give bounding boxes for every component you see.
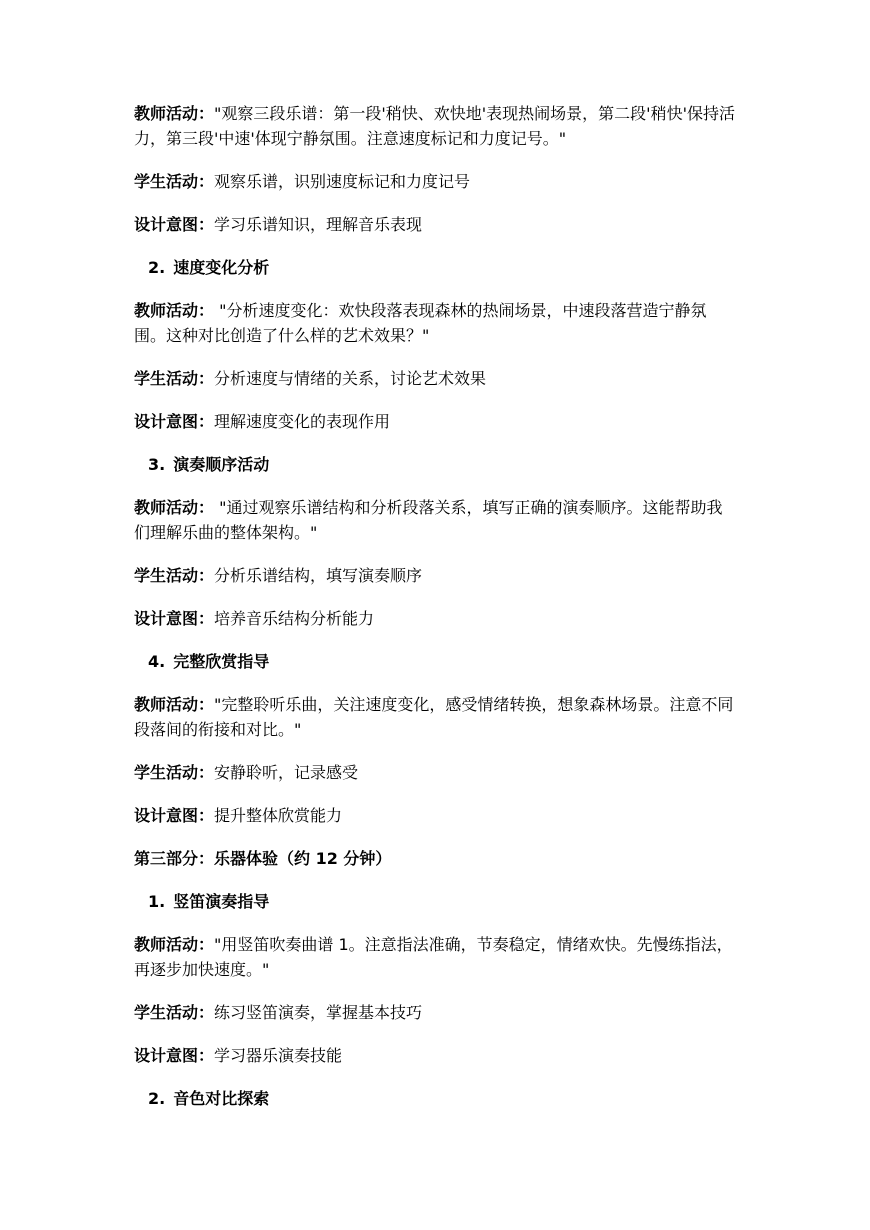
paragraph-text: 学习器乐演奏技能 bbox=[214, 1046, 343, 1065]
paragraph-label: 学生活动： bbox=[134, 566, 215, 585]
numbered-heading bbox=[148, 255, 736, 280]
paragraph-label: 学生活动： bbox=[134, 763, 215, 782]
paragraph-label: 教师活动： bbox=[134, 935, 215, 954]
numbered-heading bbox=[148, 1086, 736, 1111]
teacher-activity-paragraph bbox=[134, 495, 736, 545]
design-intent-paragraph bbox=[134, 803, 736, 828]
heading-text: 速度变化分析 bbox=[173, 258, 270, 277]
paragraph-text: 分析乐谱结构，填写演奏顺序 bbox=[214, 566, 423, 585]
paragraph-label: 设计意图： bbox=[134, 1046, 215, 1065]
paragraph-label: 教师活动： bbox=[134, 695, 215, 714]
numbered-heading bbox=[148, 649, 736, 674]
paragraph-text: 安静聆听，记录感受 bbox=[214, 763, 359, 782]
numbered-heading bbox=[148, 452, 736, 477]
heading-text: 音色对比探索 bbox=[173, 1089, 270, 1108]
heading-number: 3. bbox=[148, 455, 166, 474]
paragraph-text: 提升整体欣赏能力 bbox=[214, 806, 343, 825]
paragraph-label: 学生活动： bbox=[134, 172, 215, 191]
paragraph-label: 学生活动： bbox=[134, 369, 215, 388]
paragraph-text: 理解速度变化的表现作用 bbox=[214, 412, 391, 431]
design-intent-paragraph bbox=[134, 1043, 736, 1068]
paragraph-label: 设计意图： bbox=[134, 215, 215, 234]
paragraph-text: 分析速度与情绪的关系，讨论艺术效果 bbox=[214, 369, 487, 388]
paragraph-text: 学习乐谱知识，理解音乐表现 bbox=[214, 215, 423, 234]
paragraph-label: 教师活动： bbox=[134, 301, 215, 320]
heading-number: 1. bbox=[148, 892, 166, 911]
paragraph-text: 观察乐谱，识别速度标记和力度记号 bbox=[214, 172, 471, 191]
paragraph-label: 设计意图： bbox=[134, 412, 215, 431]
heading-text: 演奏顺序活动 bbox=[173, 455, 270, 474]
paragraph-label: 教师活动： bbox=[134, 498, 215, 517]
heading-text: 竖笛演奏指导 bbox=[173, 892, 270, 911]
paragraph-text: 练习竖笛演奏，掌握基本技巧 bbox=[214, 1003, 423, 1022]
heading-number: 2. bbox=[148, 1089, 166, 1108]
heading-number: 4. bbox=[148, 652, 166, 671]
section-heading: 第三部分：乐器体验（约 12 分钟） bbox=[134, 849, 392, 868]
student-activity-paragraph bbox=[134, 563, 736, 588]
paragraph-text: "用竖笛吹奏曲谱 1。注意指法准确，节奏稳定，情绪欢快。先慢练指法，再逐步加快速度。" bbox=[134, 935, 733, 979]
paragraph-text: 培养音乐结构分析能力 bbox=[214, 609, 375, 628]
numbered-heading bbox=[148, 889, 736, 914]
teacher-activity-paragraph bbox=[134, 932, 736, 982]
design-intent-paragraph bbox=[134, 606, 736, 631]
paragraph-text: "通过观察乐谱结构和分析段落关系，填写正确的演奏顺序。这能帮助我们理解乐曲的整体架构。" bbox=[134, 498, 723, 542]
design-intent-paragraph bbox=[134, 409, 736, 434]
heading-number: 2. bbox=[148, 258, 166, 277]
student-activity-paragraph bbox=[134, 169, 736, 194]
student-activity-paragraph bbox=[134, 1000, 736, 1025]
teacher-activity-paragraph bbox=[134, 692, 736, 742]
heading-text: 完整欣赏指导 bbox=[173, 652, 270, 671]
paragraph-label: 设计意图： bbox=[134, 806, 215, 825]
paragraph-text: "完整聆听乐曲，关注速度变化，感受情绪转换，想象森林场景。注意不同段落间的衔接和对比。" bbox=[134, 695, 734, 739]
paragraph-text: "观察三段乐谱：第一段'稍快、欢快地'表现热闹场景，第二段'稍快'保持活力，第三段'中速'体现宁静氛围。注意速度标记和力度记号。" bbox=[134, 104, 735, 148]
paragraph-label: 教师活动： bbox=[134, 104, 215, 123]
teacher-activity-paragraph bbox=[134, 101, 736, 151]
design-intent-paragraph bbox=[134, 212, 736, 237]
student-activity-paragraph bbox=[134, 760, 736, 785]
teacher-activity-paragraph bbox=[134, 298, 736, 348]
paragraph-label: 设计意图： bbox=[134, 609, 215, 628]
student-activity-paragraph bbox=[134, 366, 736, 391]
paragraph-text: "分析速度变化：欢快段落表现森林的热闹场景，中速段落营造宁静氛围。这种对比创造了什么样的艺术效果？" bbox=[134, 301, 707, 345]
paragraph-label: 学生活动： bbox=[134, 1003, 215, 1022]
